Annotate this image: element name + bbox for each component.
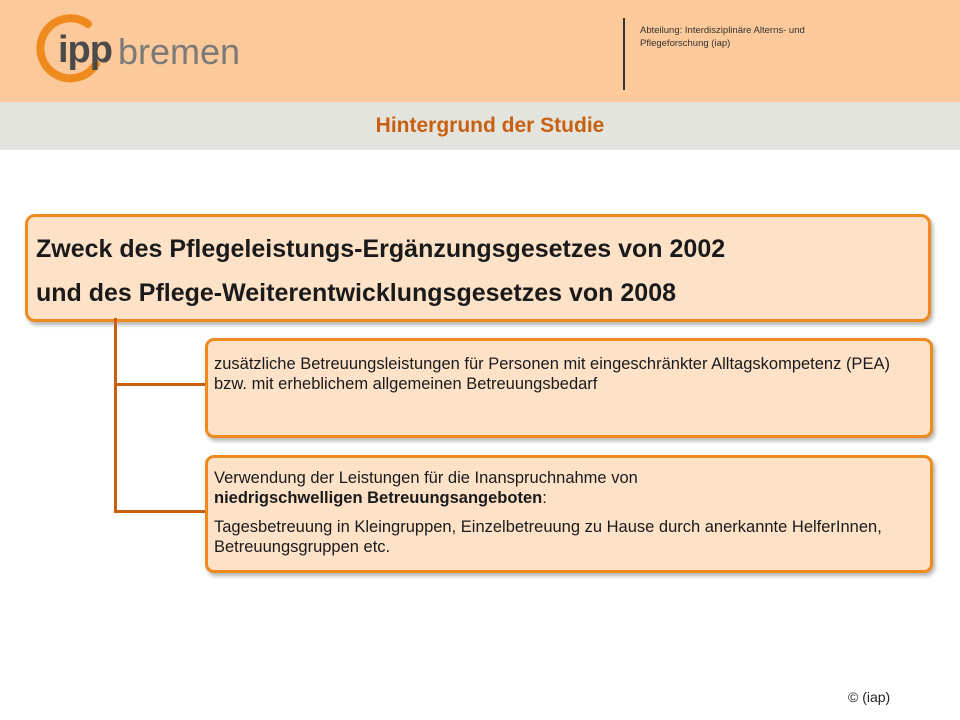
ipp-bremen-logo <box>36 14 241 84</box>
slide-title: Hintergrund der Studie <box>375 114 605 137</box>
main-purpose-text <box>36 227 926 315</box>
low-threshold-intro <box>214 468 919 508</box>
low-threshold-offers-box <box>205 455 933 573</box>
main-purpose-box <box>25 214 931 322</box>
low-threshold-intro-text: Verwendung der Leistungen für die Inanspruchnahme von <box>214 469 638 487</box>
tree-connector-vertical <box>114 318 117 513</box>
low-threshold-details: Tagesbetreuung in Kleingruppen, Einzelbetreuung zu Hause durch anerkannte HelferInnen, Betreuungsgruppen etc. <box>214 518 882 556</box>
low-threshold-term: niedrigschwelligen Betreuungsangeboten <box>214 489 543 507</box>
care-services-text: zusätzliche Betreuungsleistungen für Personen mit eingeschränkter Alltagskompetenz (PEA) bzw. mit erheblichem allgemeinen Betreuungsbedarf <box>214 355 890 393</box>
tree-connector-branch-2 <box>114 510 207 513</box>
logo-bremen-text: bremen <box>118 31 241 72</box>
low-threshold-colon: : <box>542 489 547 507</box>
header-divider <box>623 18 625 90</box>
main-purpose-line-1: Zweck des Pflegeleistungs-Ergänzungsgesetzes von 2002 <box>36 235 726 263</box>
tree-connector-branch-1 <box>114 383 207 386</box>
department-label: Abteilung: Interdisziplinäre Alterns- und Pflegeforschung (iap) <box>640 25 805 49</box>
care-services-box <box>205 338 933 438</box>
logo-ipp-text: ipp <box>58 29 112 71</box>
main-purpose-line-2: und des Pflege-Weiterentwicklungsgesetzes von 2008 <box>36 279 677 307</box>
copyright-notice: © (iap) <box>848 689 891 705</box>
